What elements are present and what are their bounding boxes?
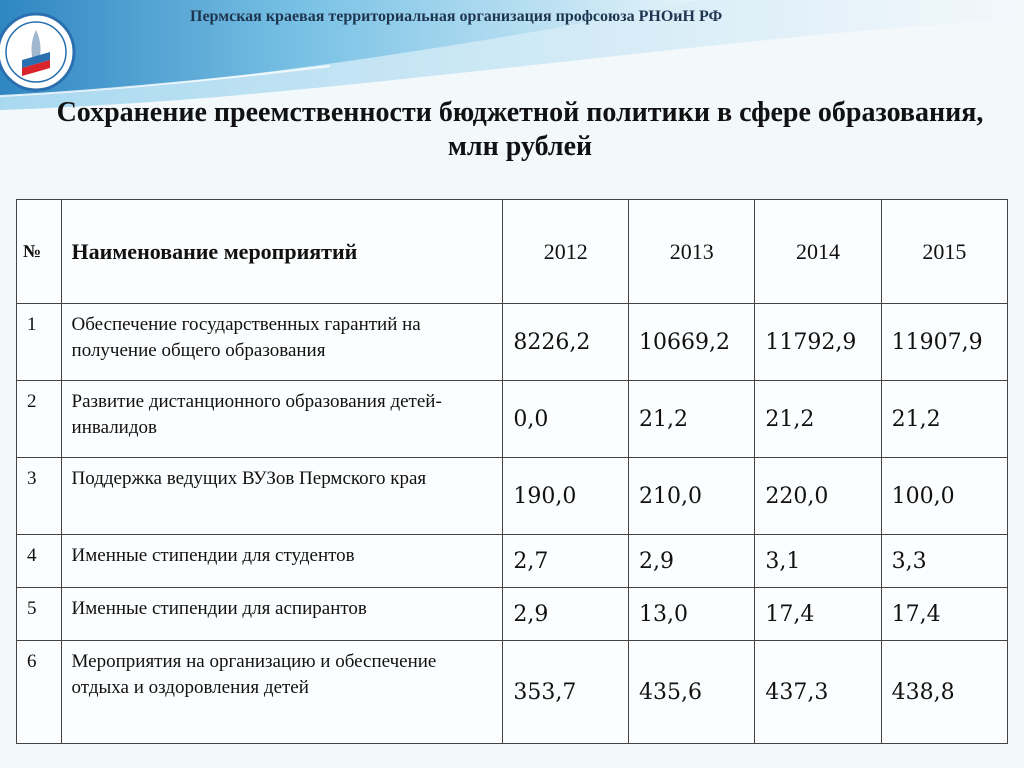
row-number: 3 bbox=[17, 458, 62, 535]
table-row bbox=[17, 458, 1008, 535]
cell-value: 21,2 bbox=[881, 381, 1007, 458]
cell-value: 13,0 bbox=[629, 588, 755, 641]
cell-value: 11792,9 bbox=[755, 304, 881, 381]
table-row bbox=[17, 588, 1008, 641]
row-number: 5 bbox=[17, 588, 62, 641]
cell-value: 11907,9 bbox=[881, 304, 1007, 381]
cell-value: 10669,2 bbox=[629, 304, 755, 381]
cell-value: 17,4 bbox=[755, 588, 881, 641]
row-name: Развитие дистанционного образования детей-инвалидов bbox=[61, 381, 503, 458]
cell-value: 3,1 bbox=[755, 535, 881, 588]
cell-value: 17,4 bbox=[881, 588, 1007, 641]
row-name: Обеспечение государственных гарантий на получение общего образования bbox=[61, 304, 503, 381]
row-number: 4 bbox=[17, 535, 62, 588]
cell-value: 2,9 bbox=[503, 588, 629, 641]
column-header-name: Наименование мероприятий bbox=[61, 200, 503, 304]
cell-value: 435,6 bbox=[629, 641, 755, 744]
column-header-2013: 2013 bbox=[629, 200, 755, 304]
cell-value: 2,9 bbox=[629, 535, 755, 588]
cell-value: 2,7 bbox=[503, 535, 629, 588]
cell-value: 3,3 bbox=[881, 535, 1007, 588]
row-number: 1 bbox=[17, 304, 62, 381]
cell-value: 0,0 bbox=[503, 381, 629, 458]
row-name: Именные стипендии для аспирантов bbox=[61, 588, 503, 641]
cell-value: 8226,2 bbox=[503, 304, 629, 381]
row-name: Поддержка ведущих ВУЗов Пермского края bbox=[61, 458, 503, 535]
row-name: Именные стипендии для студентов bbox=[61, 535, 503, 588]
cell-value: 353,7 bbox=[503, 641, 629, 744]
cell-value: 21,2 bbox=[629, 381, 755, 458]
page-title: Сохранение преемственности бюджетной политики в сфере образования, млн рублей bbox=[56, 97, 984, 162]
cell-value: 190,0 bbox=[503, 458, 629, 535]
table-row bbox=[17, 641, 1008, 744]
cell-value: 220,0 bbox=[755, 458, 881, 535]
column-header-2012: 2012 bbox=[503, 200, 629, 304]
table-row bbox=[17, 381, 1008, 458]
table-row bbox=[17, 304, 1008, 381]
cell-value: 21,2 bbox=[755, 381, 881, 458]
cell-value: 437,3 bbox=[755, 641, 881, 744]
column-header-2014: 2014 bbox=[755, 200, 881, 304]
cell-value: 438,8 bbox=[881, 641, 1007, 744]
row-name: Мероприятия на организацию и обеспечение отдыха и оздоровления детей bbox=[61, 641, 503, 744]
cell-value: 210,0 bbox=[629, 458, 755, 535]
table-row bbox=[17, 535, 1008, 588]
organization-header: Пермская краевая территориальная организация профсоюза РНОиН РФ bbox=[190, 8, 723, 25]
cell-value: 100,0 bbox=[881, 458, 1007, 535]
column-header-num: № bbox=[17, 200, 62, 304]
column-header-2015: 2015 bbox=[881, 200, 1007, 304]
union-logo bbox=[0, 0, 78, 110]
budget-table bbox=[16, 199, 1008, 744]
row-number: 2 bbox=[17, 381, 62, 458]
table-header-row bbox=[17, 200, 1008, 304]
row-number: 6 bbox=[17, 641, 62, 744]
